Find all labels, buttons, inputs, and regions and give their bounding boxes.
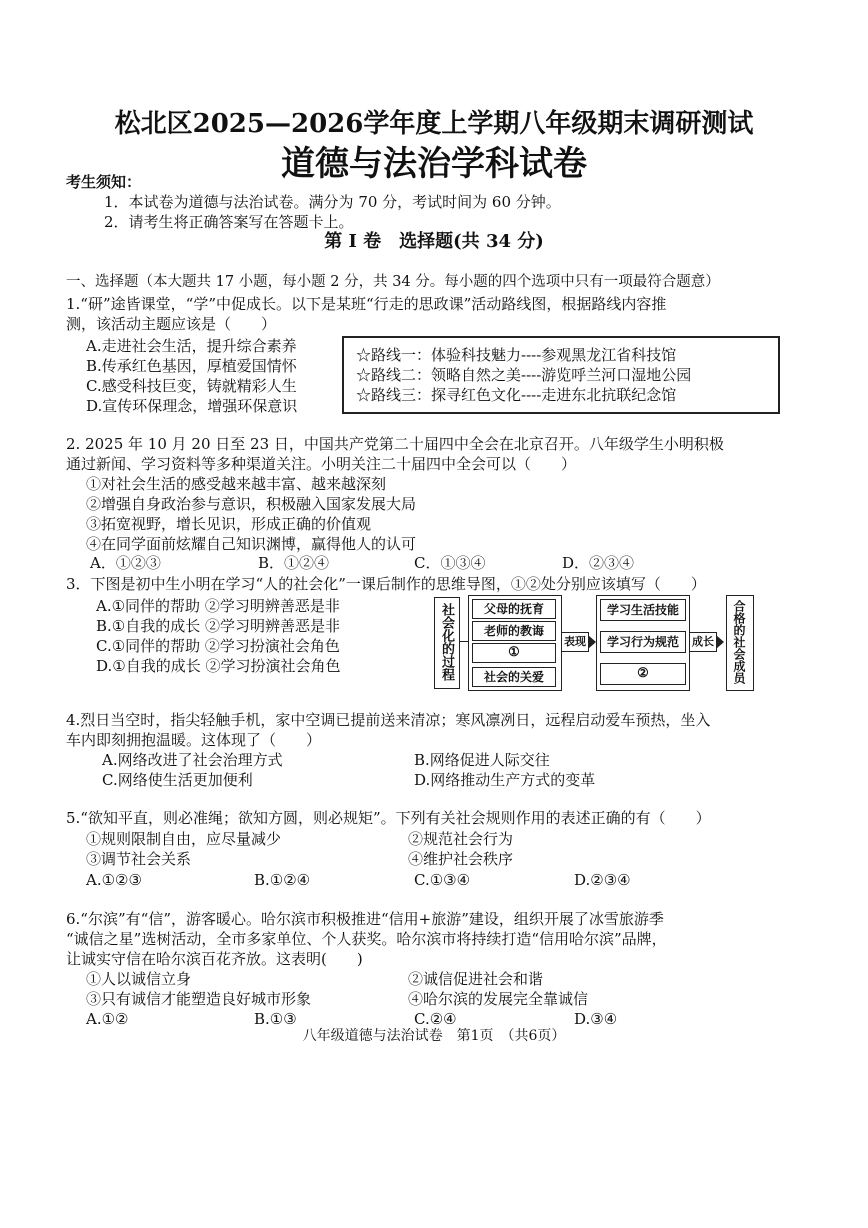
q2-stem-line1: 2. 2025 年 10 月 20 日至 23 日，中国共产党第二十届四中全会在北京召开。八年级学生小明积极	[66, 435, 724, 453]
q1-route-2: ☆路线二：领略自然之美----游览呼兰河口湿地公园	[356, 366, 692, 384]
q2-statement-4: ④在同学面前炫耀自己知识渊博，赢得他人的认可	[86, 535, 417, 553]
q4-option-a: A.网络改进了社会治理方式	[102, 751, 283, 769]
q6-stem-line3: 让诚实守信在哈尔滨百花齐放。这表明( )	[66, 950, 363, 968]
notice-item-2: 2．请考生将正确答案写在答题卡上。	[104, 213, 354, 231]
q3-diagram-result-label: 合格的社会成员	[732, 600, 746, 684]
q5-statement-2: ②规范社会行为	[408, 830, 514, 848]
section-title: 第 Ⅰ 卷 选择题(共 34 分)	[324, 231, 544, 252]
q2-statement-2: ②增强自身政治参与意识，积极融入国家发展大局	[86, 495, 417, 513]
q2-statement-1: ①对社会生活的感受越来越丰富、越来越深刻	[86, 475, 387, 493]
q3-option-d: D.①自我的成长 ②学习扮演社会角色	[96, 657, 341, 675]
q3-diagram-item-parents: 父母的抚育	[472, 599, 556, 619]
q5-choice-d: D.②③④	[574, 871, 631, 889]
q3-diagram-arrow-manifest: 表现	[561, 632, 589, 652]
q2-choice-d: D．②③④	[562, 554, 635, 572]
q4-stem-line1: 4.烈日当空时，指尖轻触手机，家中空调已提前送来清凉；寒风凛冽日，远程启动爱车预热，坐入	[66, 711, 711, 729]
q6-statement-3: ③只有诚信才能塑造良好城市形象	[86, 990, 312, 1008]
q1-stem-line2: 测，该活动主题应该是（ ）	[66, 315, 277, 333]
q1-route-1: ☆路线一：体验科技魅力----参观黑龙江省科技馆	[356, 346, 677, 364]
q6-statement-1: ①人以诚信立身	[86, 970, 192, 988]
arrow-right-icon	[588, 635, 596, 649]
q5-choice-b: B.①②④	[254, 871, 311, 889]
q1-option-d: D.宣传环保理念，增强环保意识	[86, 397, 298, 415]
q5-choice-c: C.①③④	[414, 871, 471, 889]
q2-choice-a: A．①②③	[90, 554, 161, 572]
q1-option-c: C.感受科技巨变，铸就精彩人生	[86, 377, 297, 395]
q6-statement-2: ②诚信促进社会和谐	[408, 970, 544, 988]
q3-diagram-blank-1: ①	[472, 643, 556, 663]
part-instruction: 一、选择题（本大题共 17 小题，每小题 2 分，共 34 分。每小题的四个选项中只有一项最符合题意）	[66, 274, 720, 290]
q5-statement-4: ④维护社会秩序	[408, 850, 514, 868]
q3-diagram-item-behavior-norms: 学习行为规范	[600, 631, 686, 653]
exam-title-line1: 松北区2025—2026学年度上学期八年级期末调研测试	[114, 109, 754, 139]
q3-diagram-start-label: 社会化的过程	[439, 603, 454, 681]
q5-choice-a: A.①②③	[86, 871, 142, 889]
q4-stem-line2: 车内即刻拥抱温暖。这体现了（ ）	[66, 731, 322, 749]
notice-heading: 考生须知：	[66, 173, 142, 191]
q3-diagram-item-society: 社会的关爱	[472, 667, 556, 687]
q1-route-3: ☆路线三：探寻红色文化----走进东北抗联纪念馆	[356, 386, 677, 404]
q3-option-c: C.①同伴的帮助 ②学习扮演社会角色	[96, 637, 340, 655]
q2-statement-3: ③拓宽视野，增长见识，形成正确的价值观	[86, 515, 372, 533]
notice-item-1: 1．本试卷为道德与法治试卷。满分为 70 分，考试时间为 60 分钟。	[104, 193, 561, 211]
q3-diagram-arrow-grow: 成长	[689, 632, 717, 652]
q3-option-a: A.①同伴的帮助 ②学习明辨善恶是非	[96, 597, 340, 615]
q6-statement-4: ④哈尔滨的发展完全靠诚信	[408, 990, 589, 1008]
q2-stem-line2: 通过新闻、学习资料等多种渠道关注。小明关注二十届四中全会可以（ ）	[66, 455, 577, 473]
q3-mind-map	[430, 593, 770, 693]
q5-statement-1: ①规则限制自由，应尽量减少	[86, 830, 282, 848]
q4-option-d: D.网络推动生产方式的变革	[414, 771, 596, 789]
q3-diagram-item-life-skills: 学习生活技能	[600, 599, 686, 621]
q2-choice-b: B．①②④	[258, 554, 330, 572]
q3-diagram-item-teachers: 老师的教诲	[472, 621, 556, 641]
q1-stem-line1: 1.“研”途皆课堂，“学”中促成长。以下是某班“行走的思政课”活动路线图，根据路线内容推	[66, 295, 667, 313]
q4-option-c: C.网络使生活更加便利	[102, 771, 253, 789]
exam-title-subject: 道德与法治学科试卷	[281, 144, 587, 184]
q1-option-b: B.传承红色基因，厚植爱国情怀	[86, 357, 297, 375]
q6-choice-b: B.①③	[254, 1010, 297, 1028]
q2-choice-c: C．①③④	[414, 554, 486, 572]
q6-stem-line2: “诚信之星”选树活动，全市多家单位、个人获奖。哈尔滨市将持续打造“信用哈尔滨”品牌，	[66, 930, 667, 948]
arrow-right-icon	[716, 635, 724, 649]
q4-option-b: B.网络促进人际交往	[414, 751, 550, 769]
q3-option-b: B.①自我的成长 ②学习明辨善恶是非	[96, 617, 341, 635]
q6-stem-line1: 6.“尔滨”有“信”，游客暖心。哈尔滨市积极推进“信用+旅游”建设，组织开展了冰雪旅游季	[66, 910, 664, 928]
q5-statement-3: ③调节社会关系	[86, 850, 192, 868]
q6-choice-a: A.①②	[86, 1010, 129, 1028]
page-footer: 八年级道德与法治试卷 第1页 （共6页）	[302, 1028, 566, 1044]
q1-option-a: A.走进社会生活，提升综合素养	[86, 337, 297, 355]
q3-diagram-blank-2: ②	[600, 663, 686, 685]
q3-stem: 3．下图是初中生小明在学习“人的社会化”一课后制作的思维导图，①②处分别应该填写（ ）	[66, 575, 706, 593]
q5-stem: 5.“欲知平直，则必准绳；欲知方圆，则必规矩”。下列有关社会规则作用的表述正确的有（ ）	[66, 809, 711, 827]
q6-choice-c: C.②④	[414, 1010, 457, 1028]
q3-diagram-connector	[460, 641, 468, 642]
q6-choice-d: D.③④	[574, 1010, 618, 1028]
